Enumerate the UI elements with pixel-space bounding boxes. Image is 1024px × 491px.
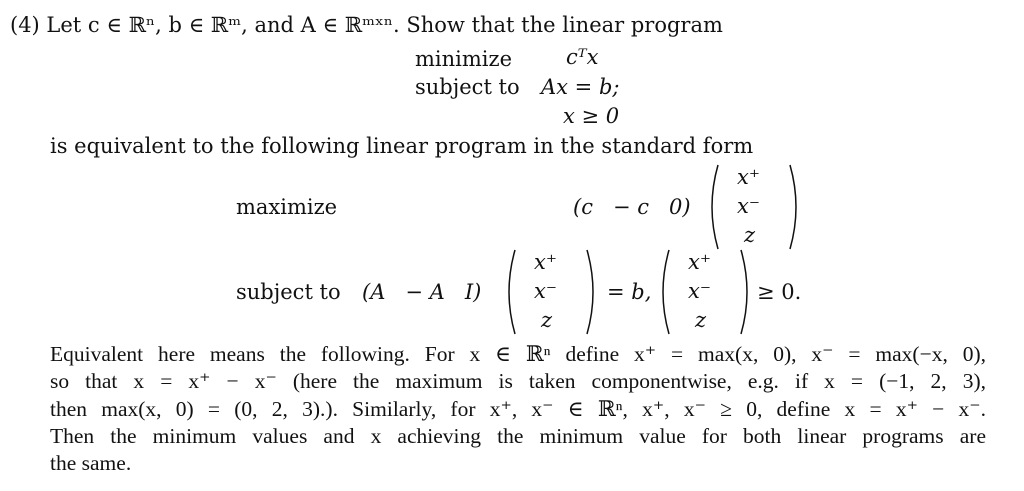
minimize-label: minimize	[415, 47, 512, 71]
problem-intro: (4) Let c ∈ ℝⁿ, b ∈ ℝᵐ, and A ∈ ℝᵐˣⁿ. Show that the linear program	[10, 13, 723, 37]
vector-entry-z-3: z	[695, 308, 707, 332]
subject-to-label: subject to	[415, 75, 520, 99]
explanation-line-1: Equivalent here means the following. For x ∈ ℝⁿ define x⁺ = max(x, 0), x⁻ = max(−x, 0),	[50, 342, 986, 366]
explanation-line-4: Then the minimum values and x achieving the minimum value for both linear programs are	[50, 423, 986, 448]
equivalence-sentence: is equivalent to the following linear program in the standard form	[50, 134, 754, 158]
explanation-line-5: the same.	[50, 451, 132, 476]
constraint-equality: Ax = b;	[541, 75, 620, 99]
nonnegativity-column-vector	[659, 248, 751, 336]
constraint-column-vector	[505, 248, 597, 336]
vector-entry-xminus-3: x⁻	[688, 279, 711, 303]
vector-entry-z-2: z	[541, 308, 553, 332]
vector-entry-xplus: x⁺	[737, 165, 760, 189]
explanation-line-2: so that x = x⁺ − x⁻ (here the maximum is taken componentwise, e.g. if x = (−1, 2, 3),	[50, 369, 986, 394]
geq-zero: ≥ 0.	[757, 280, 802, 304]
vector-entry-z: z	[744, 223, 756, 247]
vector-entry-xplus-2: x⁺	[534, 250, 557, 274]
explanation-paragraph	[50, 341, 986, 477]
vector-entry-xplus-3: x⁺	[688, 250, 711, 274]
objective-expression: cᵀx	[566, 45, 599, 69]
maximize-label: maximize	[236, 195, 338, 219]
constraint-matrix: (A − A I)	[362, 280, 482, 304]
vector-entry-xminus: x⁻	[737, 194, 760, 218]
vector-entry-xminus-2: x⁻	[534, 279, 557, 303]
objective-column-vector	[708, 163, 800, 251]
subject-to-label-2: subject to	[236, 280, 341, 304]
constraint-nonnegativity: x ≥ 0	[563, 104, 620, 128]
equals-b: = b,	[607, 280, 652, 304]
objective-row-vector: (c − c 0)	[573, 195, 691, 219]
explanation-line-3: then max(x, 0) = (0, 2, 3).). Similarly, for x⁺, x⁻ ∈ ℝⁿ, x⁺, x⁻ ≥ 0, define x = x⁺ − x⁻.	[50, 396, 986, 421]
